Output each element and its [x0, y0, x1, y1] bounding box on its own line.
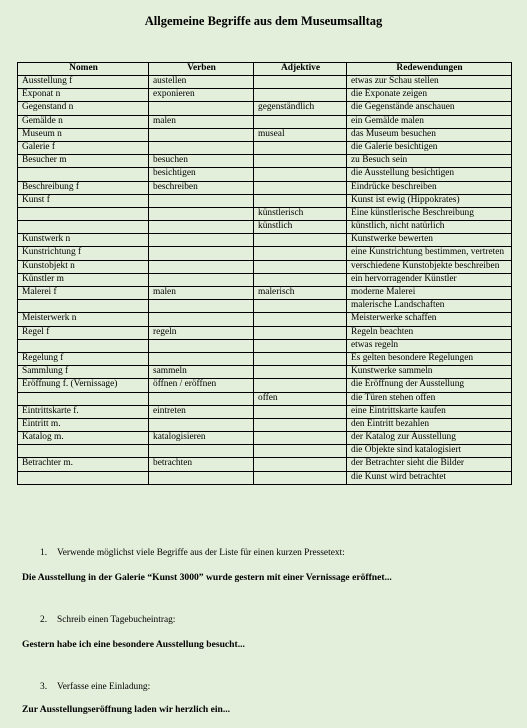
- table-row: [18, 141, 512, 154]
- cell-adjektive: museal: [254, 128, 347, 141]
- task-1-number: 1.: [40, 548, 48, 558]
- cell-redewendung: die Ausstellung besichtigen: [347, 168, 512, 181]
- cell-adjektive: [254, 155, 347, 168]
- cell-verben: [149, 247, 254, 260]
- table-row: [18, 207, 512, 220]
- cell-nomen: [18, 207, 149, 220]
- cell-adjektive: [254, 352, 347, 365]
- cell-nomen: Gemälde n: [18, 115, 149, 128]
- table-row: [18, 155, 512, 168]
- table-row: [18, 379, 512, 392]
- cell-adjektive: [254, 194, 347, 207]
- table-row: [18, 445, 512, 458]
- cell-verben: [149, 141, 254, 154]
- cell-adjektive: [254, 141, 347, 154]
- task-3-starter: Zur Ausstellungseröffnung laden wir herzlich ein...: [22, 704, 231, 715]
- cell-nomen: Kunstobjekt n: [18, 260, 149, 273]
- table-row: [18, 432, 512, 445]
- cell-nomen: Eintrittskarte f.: [18, 405, 149, 418]
- cell-nomen: Museum n: [18, 128, 149, 141]
- cell-adjektive: [254, 445, 347, 458]
- cell-redewendung: Kunstwerke bewerten: [347, 234, 512, 247]
- cell-nomen: [18, 445, 149, 458]
- table-row: [18, 260, 512, 273]
- cell-verben: [149, 352, 254, 365]
- cell-redewendung: Eindrücke beschreiben: [347, 181, 512, 194]
- cell-verben: betrachten: [149, 458, 254, 471]
- cell-verben: [149, 445, 254, 458]
- cell-adjektive: [254, 234, 347, 247]
- cell-nomen: Künstler m: [18, 273, 149, 286]
- cell-redewendung: den Eintritt bezahlen: [347, 418, 512, 431]
- table-row: [18, 418, 512, 431]
- cell-adjektive: malerisch: [254, 287, 347, 300]
- cell-nomen: Betrachter m.: [18, 458, 149, 471]
- cell-redewendung: zu Besuch sein: [347, 155, 512, 168]
- cell-verben: besichtigen: [149, 168, 254, 181]
- cell-redewendung: etwas zur Schau stellen: [347, 76, 512, 89]
- table-row: [18, 102, 512, 115]
- cell-verben: [149, 260, 254, 273]
- cell-redewendung: Regeln beachten: [347, 326, 512, 339]
- cell-verben: [149, 273, 254, 286]
- cell-nomen: Sammlung f: [18, 366, 149, 379]
- cell-redewendung: die Gegenstände anschauen: [347, 102, 512, 115]
- cell-adjektive: [254, 339, 347, 352]
- cell-nomen: [18, 221, 149, 234]
- table-row: [18, 326, 512, 339]
- cell-nomen: Besucher m: [18, 155, 149, 168]
- header-verben: Verben: [149, 63, 254, 76]
- table-header-row: [18, 63, 512, 76]
- cell-redewendung: etwas regeln: [347, 339, 512, 352]
- cell-verben: [149, 392, 254, 405]
- table-row: [18, 352, 512, 365]
- table-row: [18, 234, 512, 247]
- cell-redewendung: eine Eintrittskarte kaufen: [347, 405, 512, 418]
- task-2-starter: Gestern habe ich eine besondere Ausstellung besucht...: [22, 639, 245, 650]
- table-row: [18, 405, 512, 418]
- cell-redewendung: der Katalog zur Ausstellung: [347, 432, 512, 445]
- cell-verben: [149, 194, 254, 207]
- cell-adjektive: künstlerisch: [254, 207, 347, 220]
- cell-redewendung: künstlich, nicht natürlich: [347, 221, 512, 234]
- cell-nomen: Gegenstand n: [18, 102, 149, 115]
- cell-nomen: [18, 339, 149, 352]
- cell-redewendung: moderne Malerei: [347, 287, 512, 300]
- cell-adjektive: [254, 168, 347, 181]
- task-1-instruction-text: Verwende möglichst viele Begriffe aus der Liste für einen kurzen Pressetext:: [57, 548, 345, 558]
- table-row: [18, 128, 512, 141]
- cell-verben: beschreiben: [149, 181, 254, 194]
- cell-nomen: [18, 300, 149, 313]
- cell-nomen: [18, 168, 149, 181]
- table-row: [18, 313, 512, 326]
- cell-redewendung: die Eröffnung der Ausstellung: [347, 379, 512, 392]
- cell-verben: malen: [149, 287, 254, 300]
- cell-nomen: Galerie f: [18, 141, 149, 154]
- cell-verben: [149, 221, 254, 234]
- cell-redewendung: Es gelten besondere Regelungen: [347, 352, 512, 365]
- cell-adjektive: [254, 260, 347, 273]
- cell-verben: katalogisieren: [149, 432, 254, 445]
- task-3-instruction: [40, 682, 150, 692]
- table-row: [18, 471, 512, 484]
- cell-redewendung: die Objekte sind katalogisiert: [347, 445, 512, 458]
- task-3-instruction-text: Verfasse eine Einladung:: [57, 682, 151, 692]
- cell-verben: [149, 102, 254, 115]
- table-row: [18, 168, 512, 181]
- cell-redewendung: die Türen stehen offen: [347, 392, 512, 405]
- table-row: [18, 366, 512, 379]
- cell-verben: sammeln: [149, 366, 254, 379]
- vocabulary-table: [17, 62, 512, 485]
- cell-nomen: Kunstwerk n: [18, 234, 149, 247]
- header-adjektive: Adjektive: [254, 63, 347, 76]
- cell-redewendung: malerische Landschaften: [347, 300, 512, 313]
- table-row: [18, 115, 512, 128]
- table-row: [18, 247, 512, 260]
- cell-nomen: Eintritt m.: [18, 418, 149, 431]
- cell-adjektive: [254, 247, 347, 260]
- cell-nomen: Malerei f: [18, 287, 149, 300]
- table-row: [18, 221, 512, 234]
- task-1-starter: Die Ausstellung in der Galerie “Kunst 3000” wurde gestern mit einer Vernissage eröffnet...: [22, 572, 392, 583]
- cell-verben: [149, 471, 254, 484]
- page-title: Allgemeine Begriffe aus dem Museumsalltag: [144, 14, 383, 28]
- cell-adjektive: [254, 326, 347, 339]
- cell-nomen: Regelung f: [18, 352, 149, 365]
- cell-adjektive: [254, 379, 347, 392]
- cell-adjektive: gegenständlich: [254, 102, 347, 115]
- cell-adjektive: [254, 405, 347, 418]
- cell-adjektive: [254, 76, 347, 89]
- cell-adjektive: [254, 273, 347, 286]
- task-2-instruction-text: Schreib einen Tagebucheintrag:: [57, 615, 176, 625]
- cell-verben: austellen: [149, 76, 254, 89]
- cell-adjektive: [254, 418, 347, 431]
- cell-nomen: Beschreibung f: [18, 181, 149, 194]
- cell-redewendung: die Kunst wird betrachtet: [347, 471, 512, 484]
- table-row: [18, 89, 512, 102]
- task-3-number: 3.: [40, 682, 48, 692]
- cell-verben: [149, 300, 254, 313]
- table-row: [18, 76, 512, 89]
- cell-adjektive: [254, 313, 347, 326]
- cell-nomen: Katalog m.: [18, 432, 149, 445]
- cell-redewendung: Eine künstlerische Beschreibung: [347, 207, 512, 220]
- cell-verben: [149, 128, 254, 141]
- cell-verben: exponieren: [149, 89, 254, 102]
- table-row: [18, 300, 512, 313]
- cell-verben: [149, 234, 254, 247]
- task-2-instruction: [40, 615, 175, 625]
- cell-redewendung: das Museum besuchen: [347, 128, 512, 141]
- cell-nomen: Kunst f: [18, 194, 149, 207]
- table-row: [18, 287, 512, 300]
- header-nomen: Nomen: [18, 63, 149, 76]
- cell-adjektive: [254, 181, 347, 194]
- cell-redewendung: ein Gemälde malen: [347, 115, 512, 128]
- cell-adjektive: [254, 366, 347, 379]
- table-body: [18, 76, 512, 485]
- cell-nomen: Ausstellung f: [18, 76, 149, 89]
- cell-redewendung: die Exponate zeigen: [347, 89, 512, 102]
- cell-nomen: [18, 471, 149, 484]
- cell-verben: [149, 207, 254, 220]
- task-1-instruction: [40, 548, 345, 558]
- cell-adjektive: [254, 89, 347, 102]
- cell-redewendung: ein hervorragender Künstler: [347, 273, 512, 286]
- cell-redewendung: die Galerie besichtigen: [347, 141, 512, 154]
- cell-adjektive: künstlich: [254, 221, 347, 234]
- cell-redewendung: Meisterwerke schaffen: [347, 313, 512, 326]
- table-row: [18, 181, 512, 194]
- cell-verben: malen: [149, 115, 254, 128]
- table-row: [18, 458, 512, 471]
- cell-nomen: Kunstrichtung f: [18, 247, 149, 260]
- table-row: [18, 273, 512, 286]
- table-row: [18, 194, 512, 207]
- cell-adjektive: [254, 432, 347, 445]
- cell-adjektive: [254, 471, 347, 484]
- table-row: [18, 339, 512, 352]
- cell-redewendung: Kunstwerke sammeln: [347, 366, 512, 379]
- cell-verben: [149, 339, 254, 352]
- cell-verben: regeln: [149, 326, 254, 339]
- cell-redewendung: verschiedene Kunstobjekte beschreiben: [347, 260, 512, 273]
- task-2-number: 2.: [40, 615, 48, 625]
- cell-redewendung: eine Kunstrichtung bestimmen, vertreten: [347, 247, 512, 260]
- cell-verben: öffnen / eröffnen: [149, 379, 254, 392]
- cell-adjektive: offen: [254, 392, 347, 405]
- cell-nomen: Regel f: [18, 326, 149, 339]
- cell-nomen: [18, 392, 149, 405]
- table-row: [18, 392, 512, 405]
- cell-verben: [149, 313, 254, 326]
- header-redewendungen: Redewendungen: [347, 63, 512, 76]
- cell-verben: besuchen: [149, 155, 254, 168]
- cell-verben: eintreten: [149, 405, 254, 418]
- cell-nomen: Meisterwerk n: [18, 313, 149, 326]
- cell-adjektive: [254, 300, 347, 313]
- cell-redewendung: der Betrachter sieht die Bilder: [347, 458, 512, 471]
- cell-nomen: Eröffnung f. (Vernissage): [18, 379, 149, 392]
- cell-adjektive: [254, 458, 347, 471]
- cell-verben: [149, 418, 254, 431]
- cell-nomen: Exponat n: [18, 89, 149, 102]
- cell-adjektive: [254, 115, 347, 128]
- cell-redewendung: Kunst ist ewig (Hippokrates): [347, 194, 512, 207]
